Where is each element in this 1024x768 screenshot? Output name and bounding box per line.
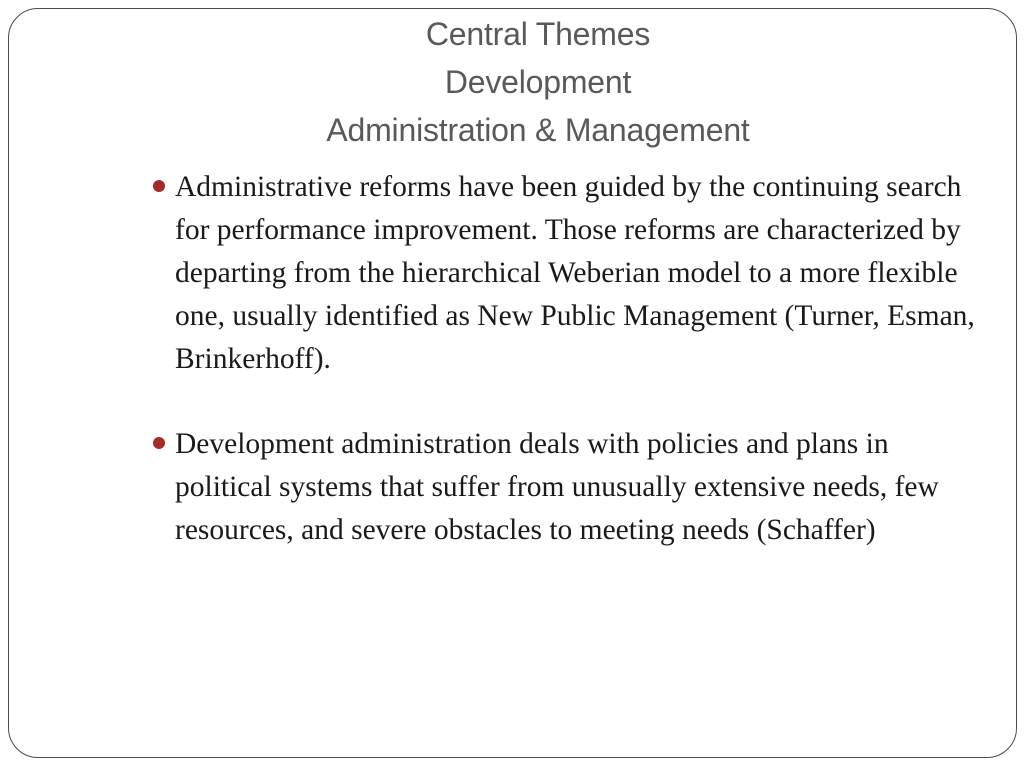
bullet-text: Development administration deals with policies and plans in political systems that suffer from unusually extensive needs, few resources, and severe obstacles to meeting needs (Schaffer) — [175, 428, 939, 546]
bullet-dot-icon — [153, 180, 165, 192]
title-line-central-themes: Central Themes — [425, 16, 651, 52]
title-line-administration-management: Administration & Management — [326, 112, 750, 148]
bullet-text: Administrative reforms have been guided by the continuing search for performance improvement. Those reforms are characterized by departing from the hierarchical Weberian model to a more flexible one, usually identified as New Public Management (Turner, Esman, Brinkerhoff). — [175, 171, 975, 375]
title-line-development: Development — [444, 64, 632, 100]
bullet-dot-icon — [153, 437, 165, 449]
bullet-list — [150, 166, 980, 552]
bullet-item-development-administration — [150, 423, 980, 552]
slide-title — [0, 10, 1024, 154]
bullet-item-administrative-reforms — [150, 166, 980, 381]
